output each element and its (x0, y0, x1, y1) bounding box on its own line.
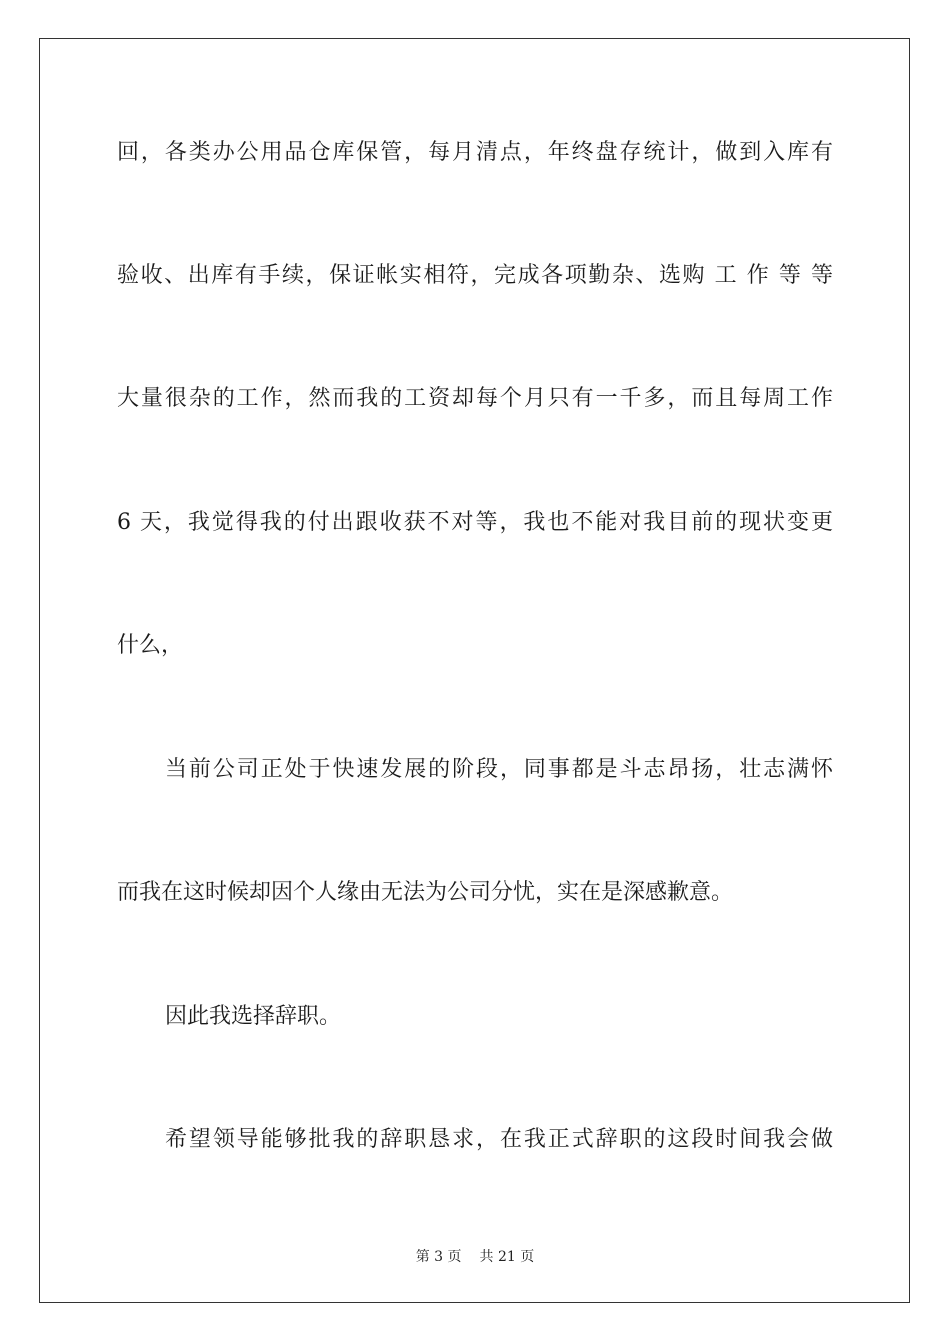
paragraph-line-3: 因此我选择辞职。 (165, 1004, 342, 1029)
page-number: 第 3 页 (415, 1249, 462, 1265)
page-frame (39, 38, 910, 1303)
body-line-1: 回，各类办公用品仓库保管，每月清点，年终盘存统计，做到入库有 (117, 140, 833, 165)
page-total: 共 21 页 (479, 1249, 535, 1265)
page-footer (0, 1247, 950, 1267)
body-line-2: 验收、出库有手续，保证帐实相符，完成各项勤杂、选购 工 作 等 等 (117, 263, 833, 288)
paragraph-line-1: 当前公司正处于快速发展的阶段，同事都是斗志昂扬，壮志满怀 (165, 757, 833, 782)
paragraph-line-4: 希望领导能够批我的辞职恳求，在我正式辞职的这段时间我会做 (165, 1127, 833, 1152)
body-line-3: 大量很杂的工作，然而我的工资却每个月只有一千多，而且每周工作 (117, 386, 833, 411)
body-line-4: 6 天，我觉得我的付出跟收获不对等，我也不能对我目前的现状变更 (117, 510, 833, 535)
paragraph-line-2: 而我在这时候却因个人缘由无法为公司分忧，实在是深感歉意。 (117, 880, 734, 905)
body-line-5: 什么， (117, 633, 184, 658)
